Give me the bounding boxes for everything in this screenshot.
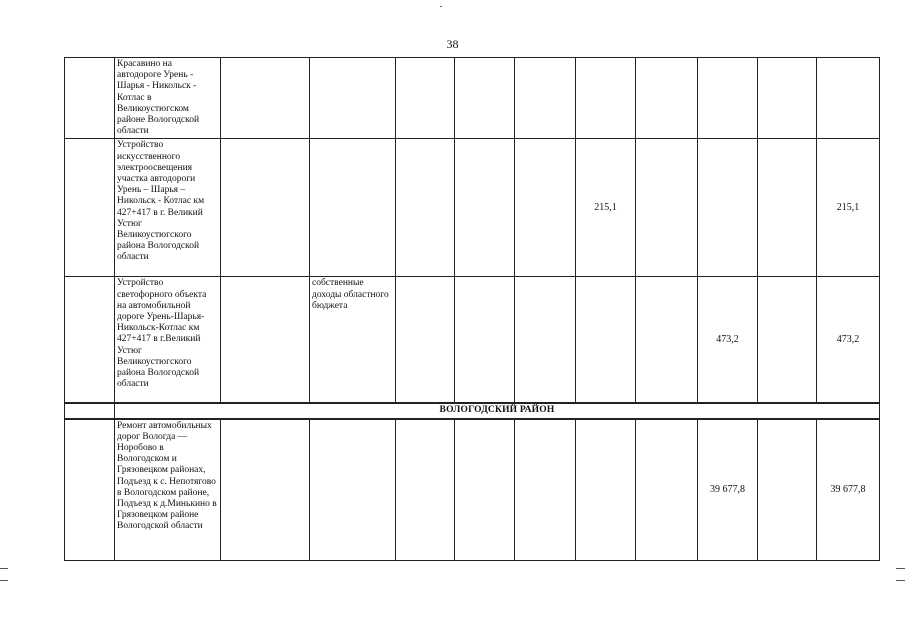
funding-source-cell bbox=[310, 58, 396, 139]
empty-cell bbox=[396, 277, 455, 404]
scan-mark bbox=[896, 580, 905, 581]
value-cell: 473,2 bbox=[698, 277, 758, 404]
empty-cell bbox=[396, 419, 455, 561]
scan-mark bbox=[0, 568, 8, 569]
empty-cell bbox=[636, 139, 698, 277]
total-cell: 215,1 bbox=[817, 139, 880, 277]
empty-cell bbox=[310, 419, 396, 561]
object-name-cell: Устройство искусственного электроосвещения участка автодороги Урень – Шарья – Никольск - Котлас км 427+417 в г. Великий Устюг Великоустюгского района Вологодской области bbox=[115, 139, 221, 277]
table-row bbox=[65, 139, 880, 277]
object-name-cell: Ремонт автомобильных дорог Вологда — Норобово в Вологодском и Грязовецком районах, Подъезд к с. Непотягово в Вологодском районе, Подъезд к д.Минькино в Грязовецком районе Вологодской области bbox=[115, 419, 221, 561]
total-cell: 39 677,8 bbox=[817, 419, 880, 561]
empty-cell bbox=[515, 277, 576, 404]
value-cell bbox=[576, 277, 636, 404]
empty-cell bbox=[515, 419, 576, 561]
empty-cell bbox=[396, 139, 455, 277]
funding-source-cell: собственные доходы областного бюджета bbox=[310, 277, 396, 404]
empty-cell bbox=[515, 58, 576, 139]
page-number: 38 bbox=[446, 37, 459, 51]
empty-cell bbox=[758, 419, 817, 561]
empty-cell bbox=[636, 58, 698, 139]
total-cell bbox=[817, 58, 880, 139]
table-row bbox=[65, 419, 880, 561]
funding-source-cell bbox=[310, 139, 396, 277]
empty-cell bbox=[455, 277, 515, 404]
empty-cell bbox=[758, 58, 817, 139]
empty-cell bbox=[636, 419, 698, 561]
row-number-cell bbox=[65, 58, 115, 139]
empty-cell bbox=[221, 58, 310, 139]
empty-cell bbox=[758, 139, 817, 277]
object-name-cell: Устройство светофорного объекта на автомобильной дороге Урень-Шарья-Никольск-Котлас км 427+417 в г.Великий Устюг Великоустюгского района Вологодской области bbox=[115, 277, 221, 404]
empty-cell bbox=[758, 277, 817, 404]
empty-cell bbox=[455, 139, 515, 277]
value-cell bbox=[698, 139, 758, 277]
value-cell bbox=[698, 58, 758, 139]
budget-table bbox=[64, 57, 880, 561]
empty-cell bbox=[636, 277, 698, 404]
empty-cell bbox=[221, 277, 310, 404]
scan-mark bbox=[0, 580, 8, 581]
empty-cell bbox=[455, 58, 515, 139]
row-number-cell bbox=[65, 277, 115, 404]
value-cell bbox=[576, 58, 636, 139]
section-title: ВОЛОГОДСКИЙ РАЙОН bbox=[115, 403, 880, 418]
row-number-cell bbox=[65, 139, 115, 277]
row-number-cell bbox=[65, 419, 115, 561]
table-row bbox=[65, 277, 880, 404]
empty-cell bbox=[515, 139, 576, 277]
scan-mark bbox=[440, 6, 442, 7]
empty-cell bbox=[221, 419, 310, 561]
table-row bbox=[65, 58, 880, 139]
empty-cell bbox=[221, 139, 310, 277]
object-name-cell: Красавино на автодороге Урень - Шарья - Никольск - Котлас в Великоустюгском районе Вологодской области bbox=[115, 58, 221, 139]
empty-cell bbox=[455, 419, 515, 561]
total-cell: 473,2 bbox=[817, 277, 880, 404]
row-number-cell bbox=[65, 403, 115, 418]
empty-cell bbox=[396, 58, 455, 139]
section-header-row bbox=[65, 403, 880, 418]
value-cell: 39 677,8 bbox=[698, 419, 758, 561]
empty-cell bbox=[576, 419, 636, 561]
value-cell: 215,1 bbox=[576, 139, 636, 277]
scan-mark bbox=[896, 568, 905, 569]
